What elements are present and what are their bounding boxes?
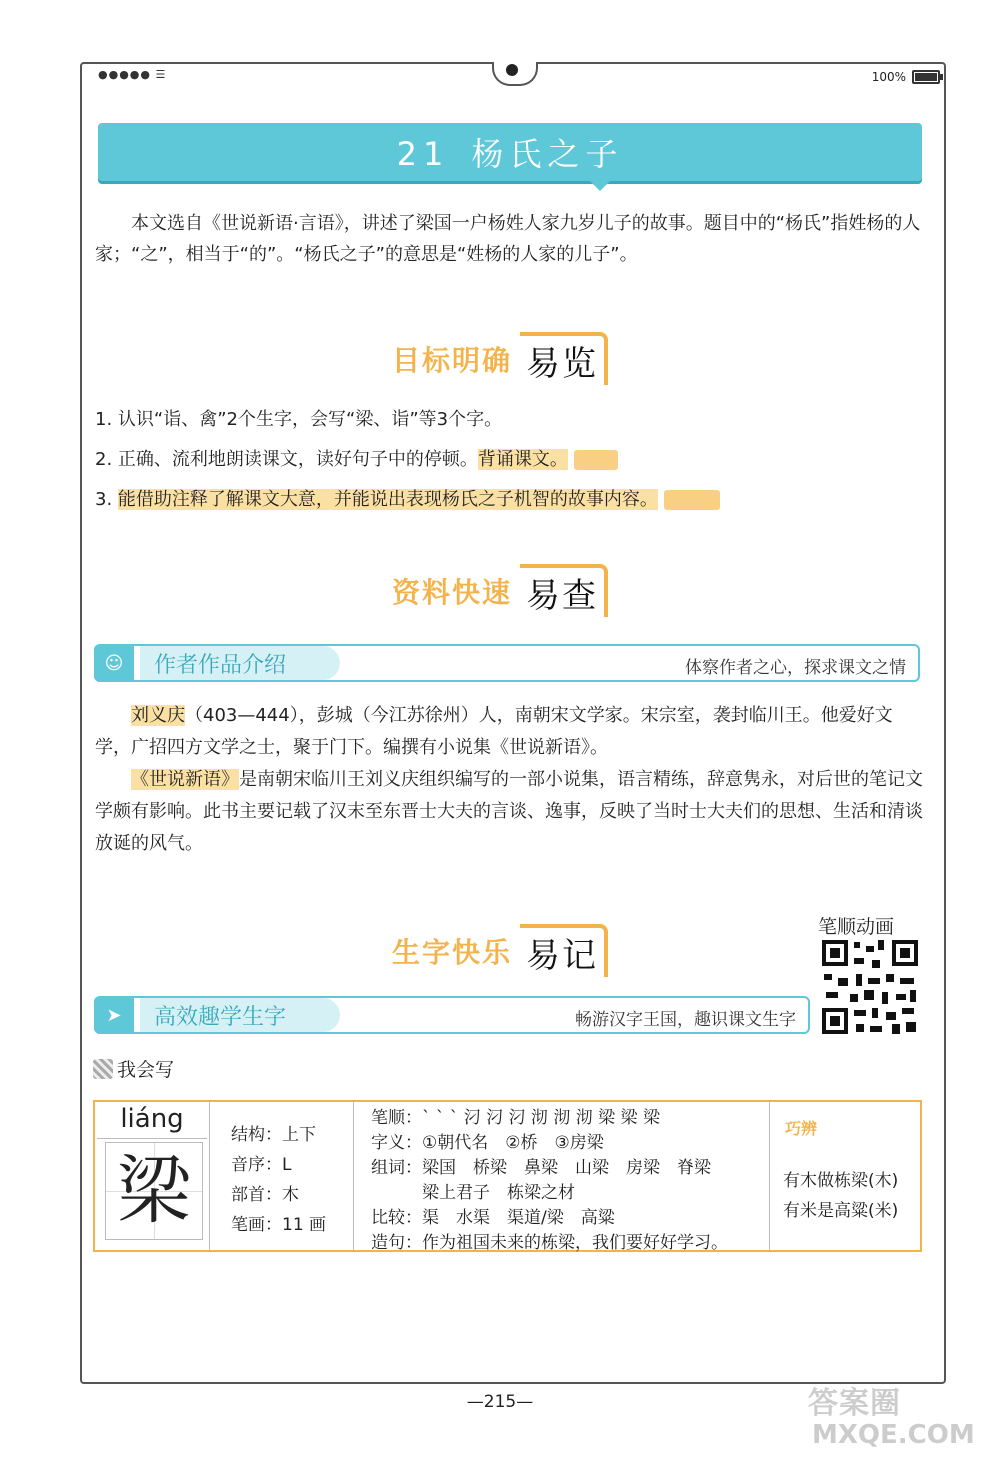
char-meta — [231, 1120, 326, 1240]
divider — [353, 1102, 354, 1250]
section-chars-orange: 生字快乐 — [391, 935, 512, 969]
char-words: 组词：梁国 桥梁 鼻梁 山梁 房梁 脊梁 — [371, 1158, 711, 1178]
author-paragraph-text: （403—444），彭城（今江苏徐州）人，南朝宋文学家。宋宗室，袭封临川王。他爱好文学，广招四方文学之士，聚于门下。编撰有小说集《世说新语》。 — [95, 705, 893, 758]
author-info — [95, 700, 925, 860]
goal-3-highlight: 能借助注释了解课文大意，并能说出表现杨氏之子机智的故事内容。 — [117, 489, 658, 510]
goal-item-2 — [95, 440, 925, 480]
qr-code[interactable] — [820, 938, 920, 1036]
book-title: 《世说新语》 — [131, 769, 239, 790]
author-bar-title: 作者作品介绍 — [154, 653, 287, 678]
section-info-black: 易查 — [520, 564, 608, 617]
tips-title: 巧辨 — [785, 1119, 818, 1138]
section-info-orange: 资料快速 — [391, 575, 512, 609]
lesson-name: 杨氏之子 — [471, 135, 624, 173]
char-grid — [105, 1142, 203, 1240]
section-goals-orange: 目标明确 — [391, 343, 512, 377]
rocket-icon: ➤ — [94, 996, 134, 1034]
char-strokes: 笔画：11 画 — [231, 1215, 327, 1235]
char-tips — [783, 1166, 898, 1226]
section-info-header — [0, 564, 1000, 617]
author-bar-subtitle: 体察作者之心，探求课文之情 — [685, 658, 906, 678]
author-name: 刘义庆 — [131, 705, 185, 726]
write-section-label — [93, 1055, 174, 1082]
divider — [769, 1102, 770, 1250]
section-goals-black: 易览 — [520, 332, 608, 385]
signal-indicator: ●●●●● ☰ — [98, 68, 167, 81]
char-radical: 部首：木 — [231, 1185, 299, 1205]
goals-list — [95, 400, 925, 520]
char-bar-title: 高效趣学生字 — [154, 1005, 287, 1030]
pencil-icon — [93, 1059, 113, 1079]
char-order: 音序：L — [231, 1155, 292, 1175]
goal-item-3 — [95, 480, 925, 520]
goal-2-text: 2. 正确、流利地朗读课文，读好句子中的停顿。 — [95, 449, 478, 470]
watermark-logo: 答案圈 — [808, 1386, 901, 1421]
char-bar-subtitle: 畅游汉字王国，趣识课文生字 — [575, 1010, 796, 1030]
char-sentence: 造句：作为祖国未来的栋梁，我们要好好学习。 — [371, 1233, 728, 1253]
book-paragraph — [95, 764, 925, 860]
char-compare: 比较：渠 水渠 渠道/梁 高粱 — [371, 1208, 615, 1228]
write-label-text: 我会写 — [117, 1059, 175, 1081]
qr-label: 笔顺动画 — [818, 916, 895, 938]
char-meaning: 字义：①朝代名 ②桥 ③房梁 — [371, 1133, 604, 1153]
book-paragraph-text: 是南朝宋临川王刘义庆组织编写的一部小说集，语言精练，辞意隽永，对后世的笔记文学颇有影响。此书主要记载了汉末至东晋士大夫的言谈、逸事，反映了当时士大夫们的思想、生活和清谈放诞的风气。 — [95, 769, 923, 854]
divider — [209, 1102, 210, 1250]
char-learning-bar — [94, 996, 810, 1034]
lesson-number: 21 — [396, 135, 450, 173]
lesson-title — [397, 129, 624, 175]
character-card — [93, 1100, 922, 1252]
author-intro-bar — [94, 644, 920, 682]
camera-icon — [506, 64, 518, 76]
battery-status — [872, 70, 940, 84]
watermark-url: MXQE.COM — [812, 1420, 975, 1450]
goal-item-1: 1. 认识“诣、禽”2个生字，会写“梁、诣”等3个字。 — [95, 409, 503, 430]
author-paragraph — [95, 700, 925, 764]
char-details — [371, 1106, 728, 1256]
battery-percent: 100% — [871, 70, 906, 84]
tip-line-1: 有木做栋梁(木) — [783, 1171, 899, 1191]
tip-line-2: 有米是高粱(米) — [783, 1201, 899, 1221]
goal-3-mark — [664, 490, 720, 510]
char-words-more: 梁上君子 栋梁之材 — [371, 1183, 575, 1203]
lesson-intro — [95, 208, 925, 270]
page-number: —215— — [466, 1392, 534, 1412]
intro-paragraph: 本文选自《世说新语·言语》，讲述了梁国一户杨姓人家九岁儿子的故事。题目中的“杨氏”指姓杨的人家；“之”，相当于“的”。“杨氏之子”的意思是“姓杨的人家的儿子”。 — [95, 213, 921, 265]
char-glyph: 梁 — [117, 1148, 191, 1234]
section-chars-black: 易记 — [520, 924, 608, 977]
goal-2-highlight: 背诵课文。 — [477, 449, 568, 470]
goal-3-number: 3. — [95, 489, 118, 510]
battery-icon — [912, 70, 940, 84]
char-structure: 结构：上下 — [231, 1125, 316, 1145]
lesson-title-banner — [98, 123, 922, 181]
person-icon: ☺ — [94, 644, 134, 682]
goal-2-mark — [574, 450, 618, 470]
char-stroke-order: 笔顺：` ` ` 汈 汈 汈 沏 沏 沏 梁 梁 梁 — [371, 1108, 660, 1128]
section-goals-header — [0, 332, 1000, 385]
char-pinyin: liáng — [97, 1104, 207, 1139]
